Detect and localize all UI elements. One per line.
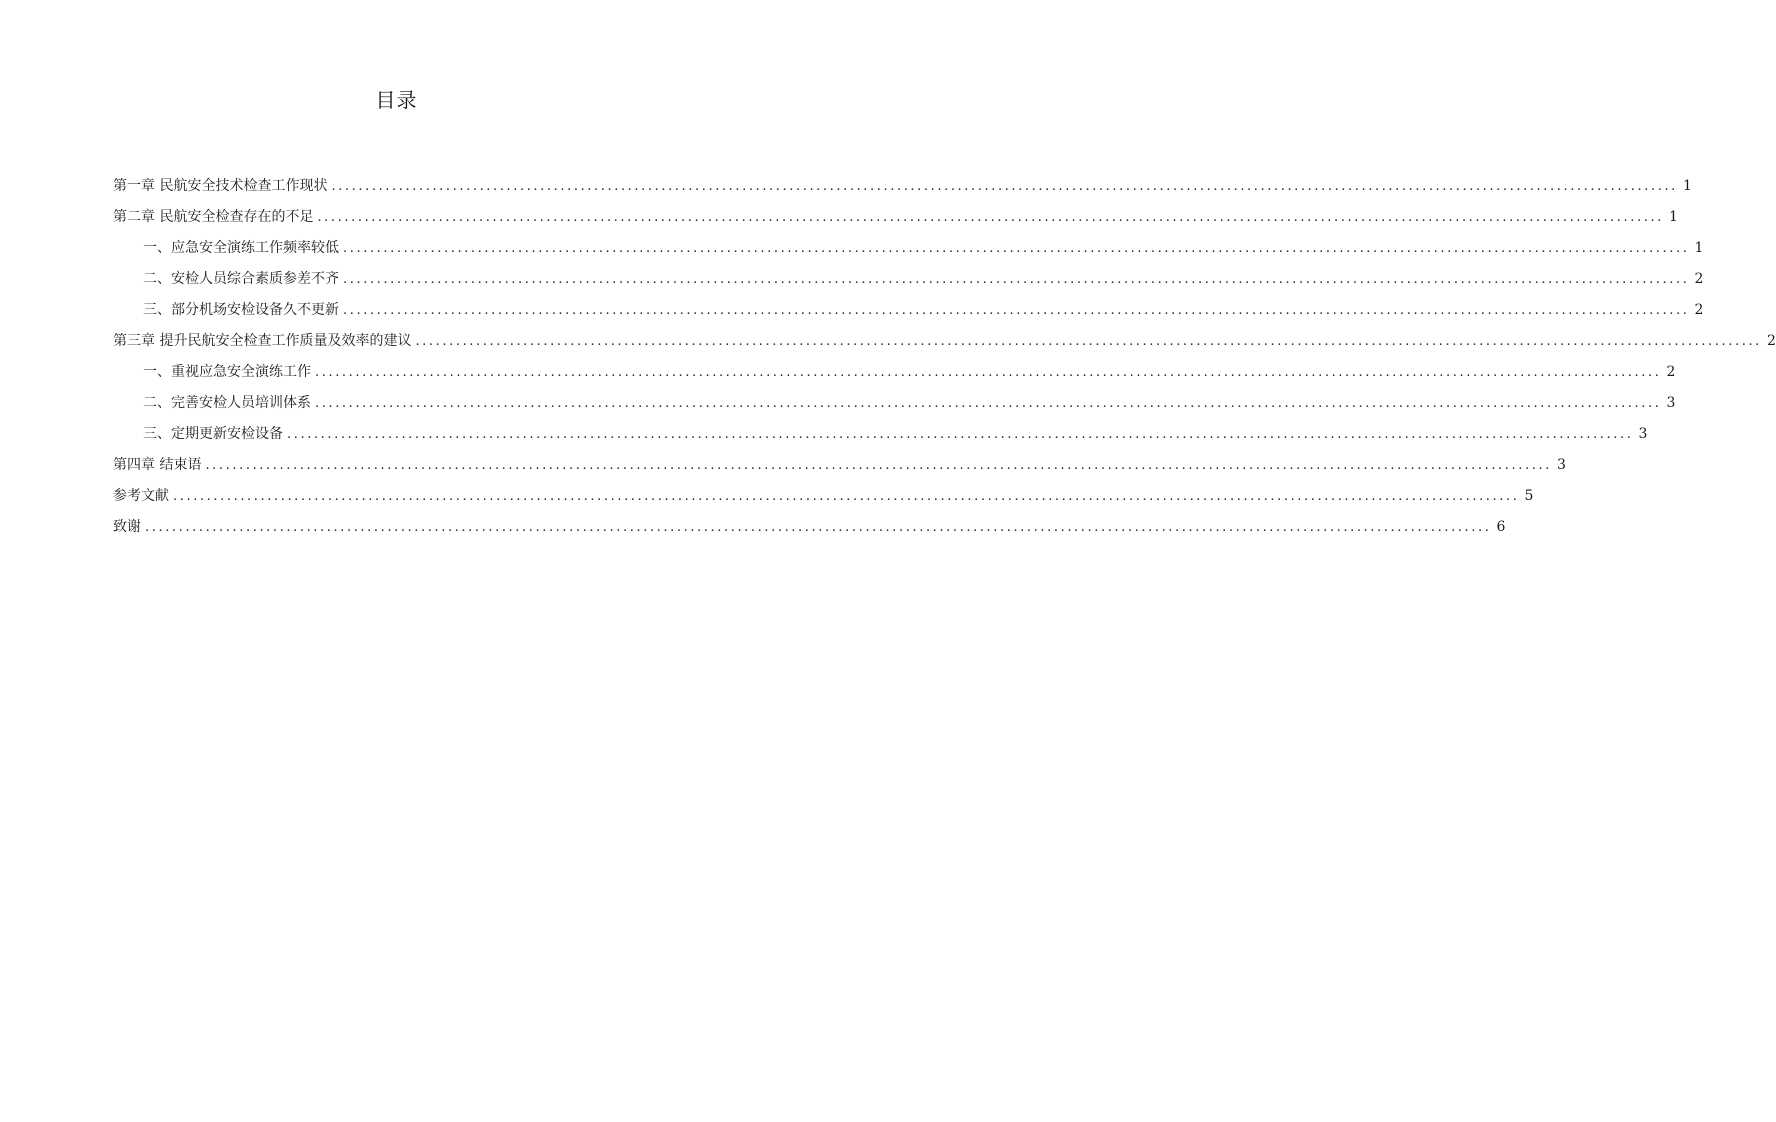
toc-entry-page: 3 <box>1557 457 1566 473</box>
toc-entry-page: 1 <box>1694 240 1704 256</box>
toc-dot-leader: ........................................................................................................................................................................................................ <box>317 210 1664 225</box>
toc-entry-text: 一、应急安全演练工作频率较低 <box>143 240 339 256</box>
toc-dot-leader: ........................................................................................................................................................................................................ <box>287 427 1634 442</box>
toc-dot-leader: ........................................................................................................................................................................................................ <box>145 520 1492 535</box>
toc-entry[interactable] <box>113 357 1676 388</box>
toc-entry[interactable] <box>113 512 1506 543</box>
toc-entry-page: 5 <box>1524 488 1534 504</box>
toc-entry-text: 二、安检人员综合素质参差不齐 <box>143 271 339 287</box>
toc-entry-text: 第三章 提升民航安全检查工作质量及效率的建议 <box>113 333 412 349</box>
toc-entry-text: 第一章 民航安全技术检查工作现状 <box>113 178 328 194</box>
toc-entry[interactable] <box>113 233 1704 264</box>
toc-entry-page: 3 <box>1666 395 1676 411</box>
toc-entry[interactable] <box>113 295 1704 326</box>
toc-dot-leader: ........................................................................................................................................................................................................ <box>343 272 1690 287</box>
toc-entry-page: 1 <box>1683 178 1692 194</box>
toc-dot-leader: ........................................................................................................................................................................................................ <box>343 303 1690 318</box>
toc-entry-page: 3 <box>1638 426 1648 442</box>
toc-entry-text: 一、重视应急安全演练工作 <box>143 364 311 380</box>
toc-entry[interactable] <box>113 202 1678 233</box>
toc-entry[interactable] <box>113 264 1704 295</box>
toc-entry-page: 2 <box>1694 302 1704 318</box>
toc-entry-text: 第二章 民航安全检查存在的不足 <box>113 209 314 225</box>
toc-entry-text: 二、完善安检人员培训体系 <box>143 395 311 411</box>
toc-entry-page: 6 <box>1496 519 1506 535</box>
toc-entry[interactable] <box>113 388 1676 419</box>
toc-entry[interactable] <box>113 419 1648 450</box>
toc-entry-page: 2 <box>1767 333 1776 349</box>
toc-title: 目录 <box>375 88 418 112</box>
toc-entry[interactable] <box>113 481 1534 512</box>
toc-entry-text: 三、定期更新安检设备 <box>143 426 283 442</box>
toc-entry-page: 1 <box>1669 209 1678 225</box>
toc-dot-leader: ........................................................................................................................................................................................................ <box>331 179 1678 194</box>
toc-entry-text: 参考文献 <box>113 488 169 504</box>
toc-entry-page: 2 <box>1666 364 1676 380</box>
toc-dot-leader: ........................................................................................................................................................................................................ <box>343 241 1690 256</box>
toc-entry-text: 第四章 结束语 <box>113 457 202 473</box>
toc-dot-leader: ........................................................................................................................................................................................................ <box>315 365 1662 380</box>
toc-dot-leader: ........................................................................................................................................................................................................ <box>415 334 1762 349</box>
toc-entry-text: 三、部分机场安检设备久不更新 <box>143 302 339 318</box>
toc-entry[interactable] <box>113 171 1692 202</box>
toc-list <box>113 171 1776 543</box>
toc-entry-text: 致谢 <box>113 519 141 535</box>
toc-entry[interactable] <box>113 326 1776 357</box>
toc-entry[interactable] <box>113 450 1566 481</box>
toc-dot-leader: ........................................................................................................................................................................................................ <box>173 489 1520 504</box>
toc-dot-leader: ........................................................................................................................................................................................................ <box>205 458 1552 473</box>
toc-entry-page: 2 <box>1694 271 1704 287</box>
toc-dot-leader: ........................................................................................................................................................................................................ <box>315 396 1662 411</box>
